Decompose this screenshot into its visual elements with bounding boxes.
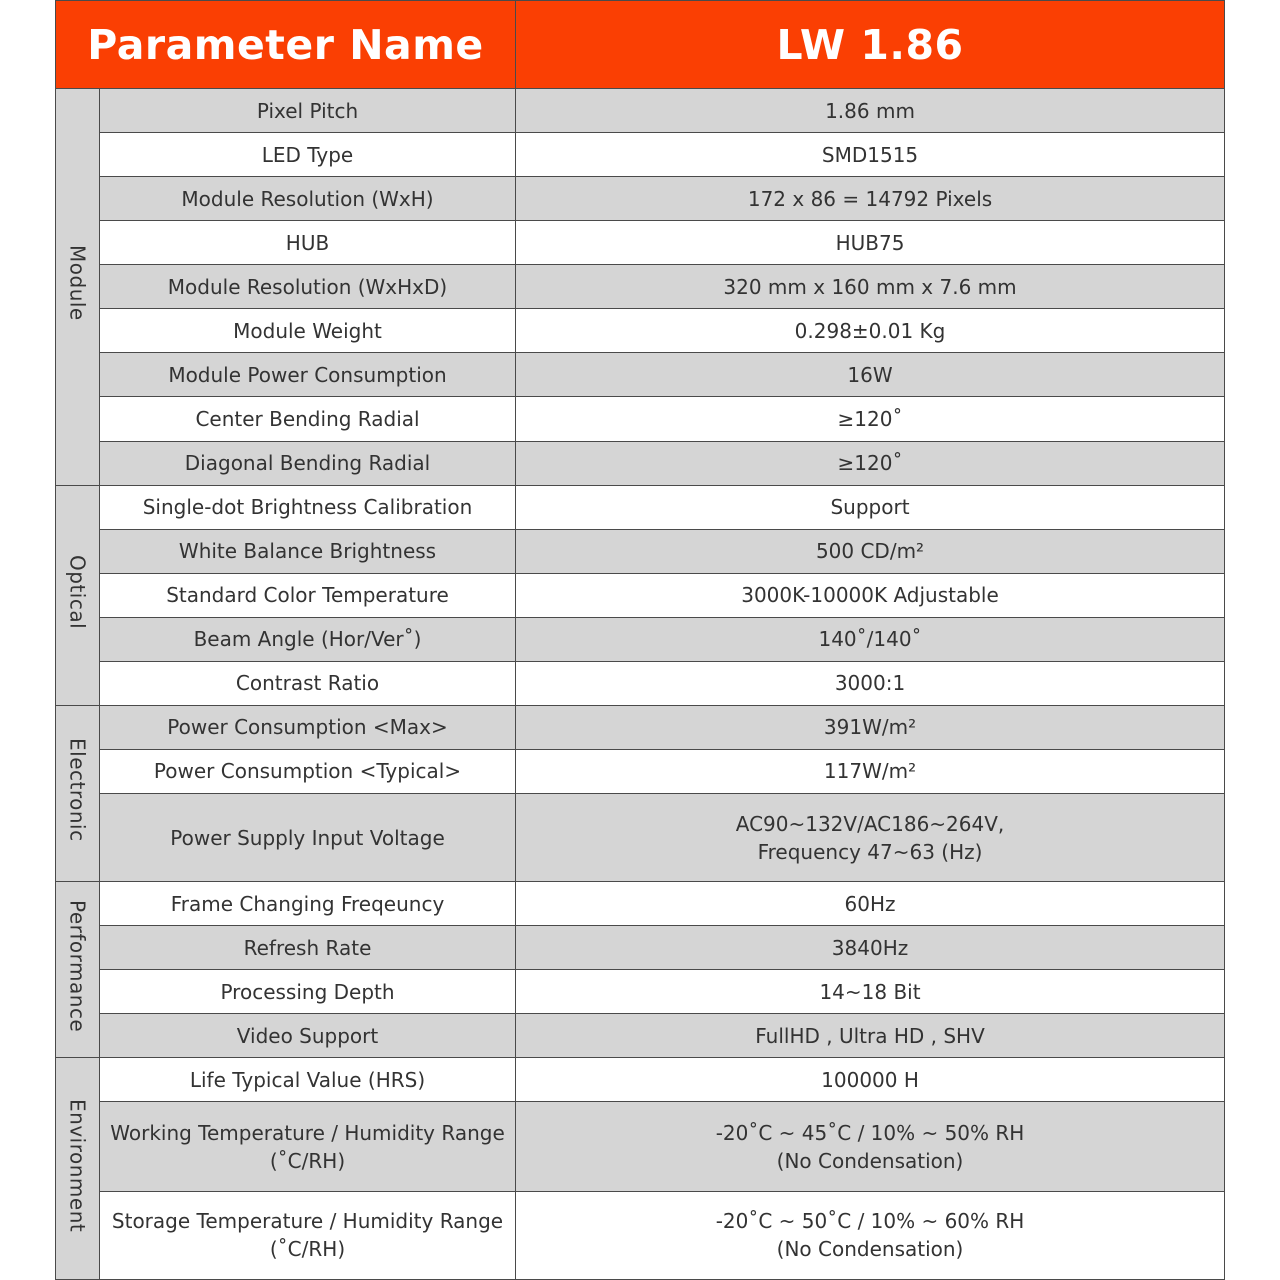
parameter-cell bbox=[100, 1191, 516, 1279]
category-electronic bbox=[56, 705, 100, 881]
parameter-cell: Power Consumption <Typical> bbox=[100, 749, 516, 793]
parameter-cell: Pixel Pitch bbox=[100, 89, 516, 133]
value-cell: ≥120˚ bbox=[516, 397, 1225, 441]
parameter-cell: Video Support bbox=[100, 1014, 516, 1058]
value-cell: 60Hz bbox=[516, 882, 1225, 926]
value-line: -20˚C ~ 45˚C / 10% ~ 50% RH bbox=[715, 1120, 1025, 1145]
value-line: (No Condensation) bbox=[776, 1237, 964, 1262]
value-cell bbox=[516, 1102, 1225, 1191]
value-cell: 14~18 Bit bbox=[516, 970, 1225, 1014]
spec-table bbox=[55, 0, 1225, 1280]
parameter-cell: Single-dot Brightness Calibration bbox=[100, 485, 516, 529]
model-header: LW 1.86 bbox=[516, 1, 1225, 89]
value-cell: Support bbox=[516, 485, 1225, 529]
parameter-cell: Center Bending Radial bbox=[100, 397, 516, 441]
category-performance bbox=[56, 882, 100, 1058]
category-label: Performance bbox=[65, 900, 90, 1033]
value-cell bbox=[516, 1191, 1225, 1279]
table-row bbox=[56, 397, 1225, 441]
parameter-line: (˚C/RH) bbox=[269, 1237, 346, 1262]
parameter-line: Storage Temperature / Humidity Range bbox=[111, 1209, 504, 1234]
table-row bbox=[56, 221, 1225, 265]
parameter-cell: Standard Color Temperature bbox=[100, 573, 516, 617]
value-cell: FullHD , Ultra HD , SHV bbox=[516, 1014, 1225, 1058]
table-row bbox=[56, 529, 1225, 573]
category-label: Module bbox=[65, 245, 90, 322]
parameter-cell: Module Weight bbox=[100, 309, 516, 353]
table-row bbox=[56, 926, 1225, 970]
category-optical bbox=[56, 485, 100, 705]
value-line: (No Condensation) bbox=[776, 1148, 964, 1173]
value-cell: 16W bbox=[516, 353, 1225, 397]
table-row bbox=[56, 573, 1225, 617]
value-cell: 172 x 86 = 14792 Pixels bbox=[516, 177, 1225, 221]
table-row bbox=[56, 705, 1225, 749]
parameter-cell: Module Resolution (WxHxD) bbox=[100, 265, 516, 309]
parameter-cell: Power Consumption <Max> bbox=[100, 705, 516, 749]
value-line: -20˚C ~ 50˚C / 10% ~ 60% RH bbox=[715, 1209, 1025, 1234]
category-label: Environment bbox=[65, 1098, 90, 1232]
table-row bbox=[56, 353, 1225, 397]
table-row bbox=[56, 1191, 1225, 1279]
value-cell: 500 CD/m² bbox=[516, 529, 1225, 573]
parameter-cell: Beam Angle (Hor/Ver˚) bbox=[100, 617, 516, 661]
table-row bbox=[56, 177, 1225, 221]
value-cell: ≥120˚ bbox=[516, 441, 1225, 485]
table-row bbox=[56, 794, 1225, 882]
category-label: Optical bbox=[65, 554, 90, 629]
parameter-cell: Contrast Ratio bbox=[100, 661, 516, 705]
table-row bbox=[56, 265, 1225, 309]
table-row bbox=[56, 89, 1225, 133]
parameter-cell bbox=[100, 1102, 516, 1191]
value-cell: 3840Hz bbox=[516, 926, 1225, 970]
value-cell: 320 mm x 160 mm x 7.6 mm bbox=[516, 265, 1225, 309]
value-cell: HUB75 bbox=[516, 221, 1225, 265]
table-row bbox=[56, 1102, 1225, 1191]
parameter-cell: Refresh Rate bbox=[100, 926, 516, 970]
value-cell: SMD1515 bbox=[516, 133, 1225, 177]
value-cell: 3000K-10000K Adjustable bbox=[516, 573, 1225, 617]
parameter-cell: Processing Depth bbox=[100, 970, 516, 1014]
table-row bbox=[56, 970, 1225, 1014]
parameter-name-header: Parameter Name bbox=[56, 1, 516, 89]
table-row bbox=[56, 661, 1225, 705]
category-environment bbox=[56, 1058, 100, 1280]
category-module bbox=[56, 89, 100, 486]
table-row bbox=[56, 617, 1225, 661]
value-cell: 117W/m² bbox=[516, 749, 1225, 793]
header-row bbox=[56, 1, 1225, 89]
value-cell: 1.86 mm bbox=[516, 89, 1225, 133]
parameter-cell: Life Typical Value (HRS) bbox=[100, 1058, 516, 1102]
value-cell: 140˚/140˚ bbox=[516, 617, 1225, 661]
category-label: Electronic bbox=[65, 738, 90, 842]
parameter-cell: White Balance Brightness bbox=[100, 529, 516, 573]
parameter-cell: Module Power Consumption bbox=[100, 353, 516, 397]
value-cell: 100000 H bbox=[516, 1058, 1225, 1102]
table-row bbox=[56, 309, 1225, 353]
parameter-cell: Diagonal Bending Radial bbox=[100, 441, 516, 485]
value-cell: 0.298±0.01 Kg bbox=[516, 309, 1225, 353]
parameter-cell: LED Type bbox=[100, 133, 516, 177]
parameter-cell: Power Supply Input Voltage bbox=[100, 794, 516, 882]
value-line: AC90~132V/AC186~264V, bbox=[735, 811, 1005, 836]
parameter-cell: Module Resolution (WxH) bbox=[100, 177, 516, 221]
value-line: Frequency 47~63 (Hz) bbox=[757, 839, 983, 864]
table-row bbox=[56, 749, 1225, 793]
value-cell bbox=[516, 794, 1225, 882]
table-row bbox=[56, 1058, 1225, 1102]
parameter-cell: Frame Changing Freqeuncy bbox=[100, 882, 516, 926]
table-row bbox=[56, 485, 1225, 529]
value-cell: 391W/m² bbox=[516, 705, 1225, 749]
table-row bbox=[56, 133, 1225, 177]
table-row bbox=[56, 1014, 1225, 1058]
table-row bbox=[56, 882, 1225, 926]
parameter-line: (˚C/RH) bbox=[269, 1148, 346, 1173]
value-cell: 3000:1 bbox=[516, 661, 1225, 705]
table-row bbox=[56, 441, 1225, 485]
parameter-line: Working Temperature / Humidity Range bbox=[110, 1120, 505, 1145]
parameter-cell: HUB bbox=[100, 221, 516, 265]
